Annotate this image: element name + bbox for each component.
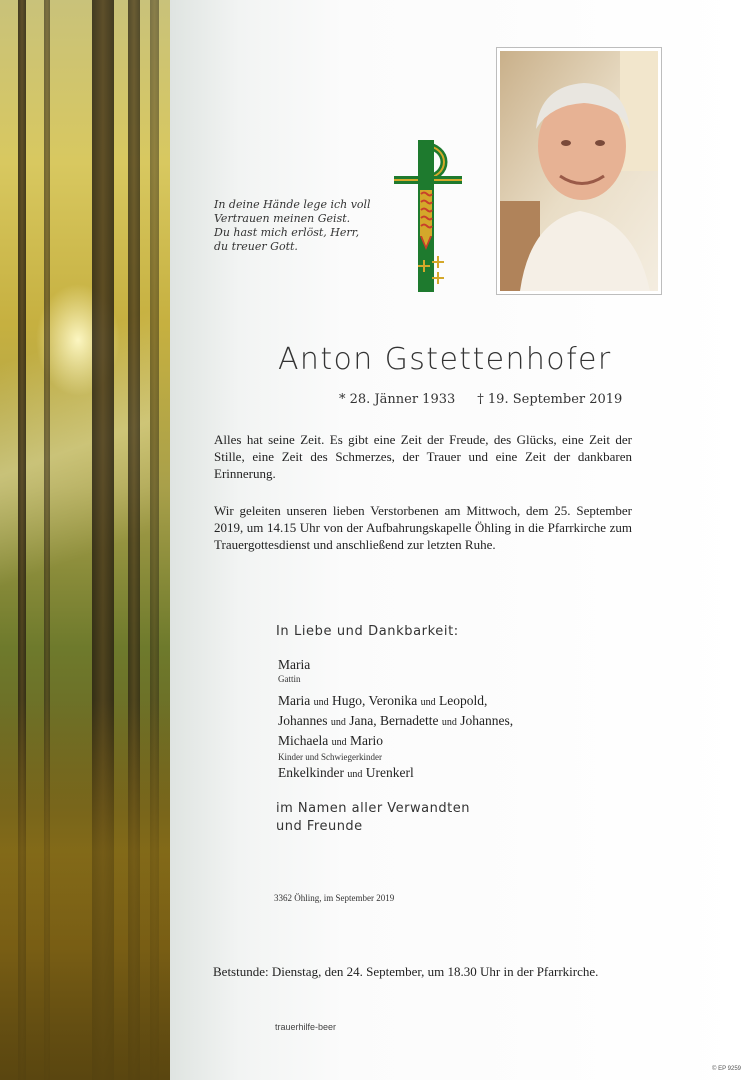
children-line: Michaela und Mario: [278, 733, 383, 748]
wife-role: Gattin: [278, 674, 301, 684]
chi-rho-cross-icon: [392, 132, 464, 294]
children-line: Johannes und Jana, Bernadette und Johannes,: [278, 713, 514, 728]
wife-name: Maria: [278, 657, 311, 672]
children-entry: [278, 692, 513, 763]
quote-line: Du hast mich erlöst, Herr,: [214, 226, 360, 239]
bible-quote: [214, 198, 404, 254]
portrait-photo: [496, 47, 662, 295]
relatives-note: im Namen aller Verwandten und Freunde: [276, 801, 470, 834]
prayer-service-note: Betstunde: Dienstag, den 24. September, um 18.30 Uhr in der Pfarrkirche.: [213, 964, 599, 979]
quote-line: du treuer Gott.: [214, 240, 298, 253]
product-code: © EP 9259: [712, 1066, 741, 1072]
deceased-name: Anton Gstettenhofer: [278, 342, 612, 377]
life-dates: [339, 392, 622, 407]
quote-line: Vertrauen meinen Geist.: [214, 212, 351, 225]
memorial-text: Alles hat seine Zeit. Es gibt eine Zeit der Freude, des Glücks, eine Zeit der Stille, eine Zeit des Schmerzes, der Trauer und eine Zeit der dankbaren Erinnerung.: [214, 432, 632, 481]
grandchildren-entry: Enkelkinder und Urenkerl: [278, 765, 414, 780]
mourners-intro: In Liebe und Dankbarkeit:: [276, 624, 459, 639]
place-date: 3362 Öhling, im September 2019: [274, 893, 395, 903]
quote-line: In deine Hände lege ich voll: [214, 198, 371, 211]
children-line: Maria und Hugo, Veronika und Leopold,: [278, 693, 488, 708]
death-date: † 19. September 2019: [477, 392, 623, 407]
children-role: Kinder und Schwiegerkinder: [278, 752, 382, 762]
funeral-announcement: Wir geleiten unseren lieben Verstorbenen am Mittwoch, dem 25. September 2019, um 14.15 Uhr von der Aufbahrungskapelle Öhling in die Pfarrkirche zum Trauergottesdienst und anschließend zur letzten Ruhe.: [214, 503, 632, 552]
birth-date: * 28. Jänner 1933: [339, 392, 456, 407]
publisher-label: trauerhilfe-beer: [275, 1022, 337, 1032]
wife-entry: [278, 656, 310, 685]
